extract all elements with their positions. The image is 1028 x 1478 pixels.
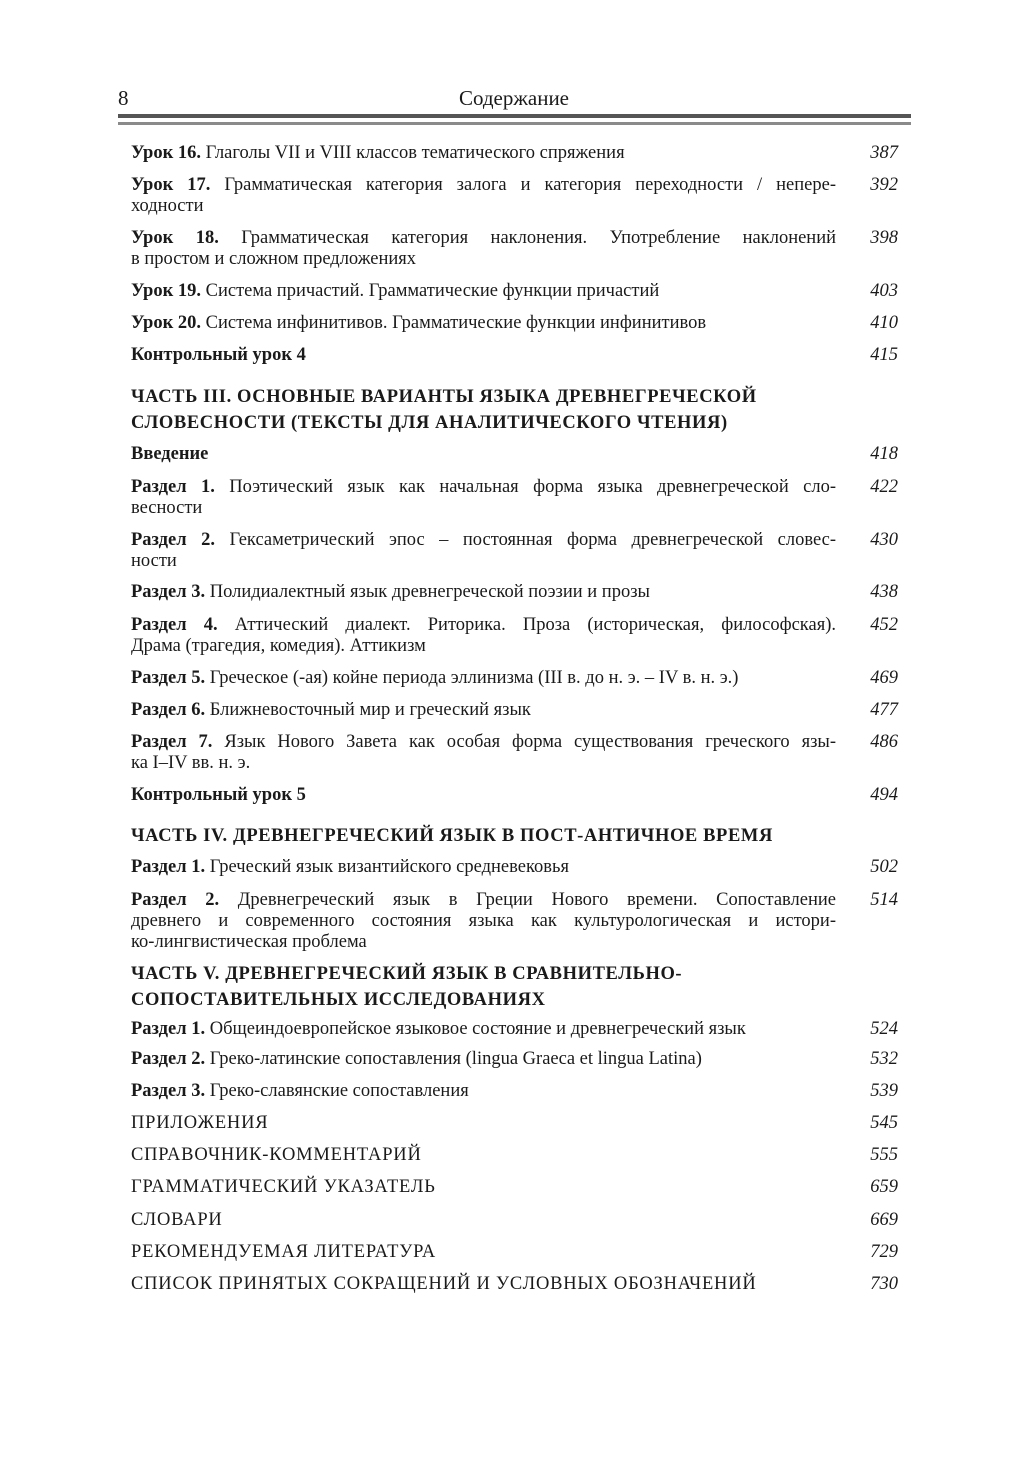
toc-page-number: 730 — [870, 1274, 898, 1294]
toc-entry-line — [131, 1081, 836, 1102]
toc-entry-line — [131, 281, 836, 302]
toc-entry-lead: Введение — [131, 444, 209, 464]
part-heading — [131, 823, 836, 849]
toc-page-number: 659 — [870, 1177, 898, 1197]
toc-entry-text: Общеиндоевропейское языковое состояние и древнегреческий язык — [209, 1019, 746, 1039]
toc-entry-text: Греческий язык византийского средневековья — [209, 857, 569, 877]
toc-page-number: 669 — [870, 1210, 898, 1230]
toc-entry-text: Поэтический язык как начальная форма языка древнегреческой сло- — [229, 477, 836, 497]
toc-page-number: 502 — [870, 857, 898, 877]
toc-page-number: 452 — [870, 615, 898, 635]
toc-entry-text: Древнегреческий язык в Греции Нового времени. Сопоставление — [237, 890, 837, 910]
toc-entry-text: Драма (трагедия, комедия). Аттикизм — [131, 636, 426, 656]
toc-entry-line — [131, 444, 836, 465]
toc-entry-text: Греческое (-ая) койне периода эллинизма (III в. до н. э. – IV в. н. э.) — [209, 668, 739, 688]
toc-entry — [131, 1049, 836, 1070]
toc-page-number: 398 — [870, 228, 898, 248]
part-heading-line: ЧАСТЬ IV. ДРЕВНЕГРЕЧЕСКИЙ ЯЗЫК В ПОСТ-АНТИЧНОЕ ВРЕМЯ — [131, 826, 773, 846]
toc-entry-line — [131, 1019, 836, 1040]
appendix-title: ГРАММАТИЧЕСКИЙ УКАЗАТЕЛЬ — [131, 1177, 436, 1197]
toc-entry-line — [131, 582, 836, 603]
toc-entry — [131, 890, 836, 953]
toc-entry-lead: Раздел 4. — [131, 615, 218, 635]
toc-page-number: 545 — [870, 1113, 898, 1133]
toc-entry-lead: Урок 20. — [131, 313, 202, 333]
toc-page-number: 494 — [870, 785, 898, 805]
toc-page-number: 532 — [870, 1049, 898, 1069]
toc-entry-lead: Раздел 2. — [131, 1049, 206, 1069]
toc-page-number: 477 — [870, 700, 898, 720]
toc-entry-lead: Урок 17. — [131, 175, 211, 195]
toc-entry-text: ности — [131, 551, 177, 571]
appendix-title: ПРИЛОЖЕНИЯ — [131, 1113, 269, 1133]
part-heading-line: ЧАСТЬ V. ДРЕВНЕГРЕЧЕСКИЙ ЯЗЫК В СРАВНИТЕЛЬНО- — [131, 964, 683, 984]
toc-entry-line — [131, 175, 836, 196]
toc-entry-line — [131, 228, 836, 249]
toc-entry-text: Ближневосточный мир и греческий язык — [209, 700, 531, 720]
toc-page-number: 392 — [870, 175, 898, 195]
toc-entry-lead: Контрольный урок 5 — [131, 785, 306, 805]
toc-entry-text: древнего и современного состояния языка как культурологическая и истори- — [131, 911, 836, 931]
toc-entry — [131, 615, 836, 657]
toc-entry-line — [131, 700, 836, 721]
toc-page-number: 469 — [870, 668, 898, 688]
toc-entry-text: Язык Нового Завета как особая форма существования греческого язы- — [224, 732, 837, 752]
toc-entry-text: Аттический диалект. Риторика. Проза (историческая, философская). — [234, 615, 836, 635]
toc-entry — [131, 857, 836, 878]
appendix-title: СЛОВАРИ — [131, 1210, 223, 1230]
toc-entry — [131, 732, 836, 774]
toc-entry-text: ходности — [131, 196, 204, 216]
toc-entry-line — [131, 785, 836, 806]
toc-entry — [131, 143, 836, 164]
part-heading-line: ЧАСТЬ III. ОСНОВНЫЕ ВАРИАНТЫ ЯЗЫКА ДРЕВНЕГРЕЧЕСКОЙ — [131, 387, 757, 407]
toc-entry-text: ко-лингвистическая проблема — [131, 932, 367, 952]
toc-entry-lead: Раздел 6. — [131, 700, 206, 720]
toc-entry-line — [131, 636, 836, 657]
toc-entry-lead: Раздел 5. — [131, 668, 206, 688]
toc-page-number: 422 — [870, 477, 898, 497]
toc-entry-lead: Раздел 2. — [131, 530, 215, 550]
toc-entry-lead: Раздел 2. — [131, 890, 220, 910]
toc-entry-line — [131, 753, 836, 774]
toc-entry-text: Греко-славянские сопоставления — [209, 1081, 469, 1101]
toc-entry-text: Глаголы VII и VIII классов тематического спряжения — [205, 143, 625, 163]
toc-page-number: 555 — [870, 1145, 898, 1165]
toc-entry-text: ка I–IV вв. н. э. — [131, 753, 251, 773]
toc-entry-line — [131, 857, 836, 878]
toc-entry-lead: Урок 16. — [131, 143, 202, 163]
toc-entry-text: в простом и сложном предложениях — [131, 249, 417, 269]
toc-entry — [131, 1081, 836, 1102]
toc-page-number: 729 — [870, 1242, 898, 1262]
toc-entry — [131, 228, 836, 270]
toc-entry — [131, 345, 836, 366]
toc-entry-text: Система инфинитивов. Грамматические функции инфинитивов — [205, 313, 707, 333]
toc-entry-line — [131, 911, 836, 932]
toc-page-number: 486 — [870, 732, 898, 752]
toc-entry-line — [131, 498, 836, 519]
toc-entry-line — [131, 530, 836, 551]
page-number: 8 — [118, 86, 129, 110]
part-heading-line: СЛОВЕСНОСТИ (ТЕКСТЫ ДЛЯ АНАЛИТИЧЕСКОГО ЧТЕНИЯ) — [131, 413, 728, 433]
toc-entry-line — [131, 345, 836, 366]
toc-entry — [131, 1019, 836, 1040]
toc-entry-lead: Раздел 1. — [131, 1019, 206, 1039]
toc-entry-line — [131, 1049, 836, 1070]
toc-entry-lead: Раздел 1. — [131, 857, 206, 877]
part-heading — [131, 384, 836, 436]
toc-entry — [131, 530, 836, 572]
header-rule-thin — [118, 122, 911, 125]
toc-entry — [131, 313, 836, 334]
toc-page-number: 415 — [870, 345, 898, 365]
toc-page-number: 514 — [870, 890, 898, 910]
toc-entry-line — [131, 732, 836, 753]
header-rule-thick — [118, 114, 911, 118]
appendix-title: РЕКОМЕНДУЕМАЯ ЛИТЕРАТУРА — [131, 1242, 437, 1262]
toc-page-number: 539 — [870, 1081, 898, 1101]
appendix-title: СПИСОК ПРИНЯТЫХ СОКРАЩЕНИЙ И УСЛОВНЫХ ОБОЗНАЧЕНИЙ — [131, 1274, 757, 1294]
toc-entry-lead: Урок 19. — [131, 281, 202, 301]
toc-entry-lead: Раздел 3. — [131, 582, 206, 602]
toc-page-number: 430 — [870, 530, 898, 550]
toc-entry-lead: Раздел 7. — [131, 732, 213, 752]
toc-entry — [131, 668, 836, 689]
toc-entry — [131, 785, 836, 806]
toc-entry — [131, 175, 836, 217]
toc-entry-text: весности — [131, 498, 203, 518]
part-heading-line: СОПОСТАВИТЕЛЬНЫХ ИССЛЕДОВАНИЯХ — [131, 990, 546, 1010]
toc-entry-text: Гексаметрический эпос – постоянная форма древнегреческой словес- — [229, 530, 836, 550]
toc-page-number: 387 — [870, 143, 898, 163]
toc-entry — [131, 700, 836, 721]
toc-page-number: 410 — [870, 313, 898, 333]
toc-page-number: 403 — [870, 281, 898, 301]
part-heading — [131, 961, 836, 1013]
toc-entry-text: Греко-латинские сопоставления (lingua Graeca et lingua Latina) — [209, 1049, 702, 1069]
toc-entry — [131, 444, 836, 465]
toc-page-number: 438 — [870, 582, 898, 602]
toc-entry-text: Система причастий. Грамматические функции причастий — [205, 281, 660, 301]
toc-entry-text: Грамматическая категория наклонения. Употребление наклонений — [241, 228, 837, 248]
toc-entry-text: Полидиалектный язык древнегреческой поэзии и прозы — [209, 582, 650, 602]
toc-entry-line — [131, 143, 836, 164]
toc-entry — [131, 582, 836, 603]
toc-entry-lead: Контрольный урок 4 — [131, 345, 306, 365]
toc-entry-line — [131, 890, 836, 911]
toc-entry-line — [131, 313, 836, 334]
toc-entry-line — [131, 551, 836, 572]
toc-entry-lead: Урок 18. — [131, 228, 219, 248]
toc-entry — [131, 477, 836, 519]
toc-entry — [131, 281, 836, 302]
toc-page-number: 524 — [870, 1019, 898, 1039]
toc-entry-lead: Раздел 3. — [131, 1081, 206, 1101]
toc-entry-line — [131, 668, 836, 689]
toc-entry-line — [131, 249, 836, 270]
toc-entry-line — [131, 477, 836, 498]
toc-entry-lead: Раздел 1. — [131, 477, 215, 497]
toc-page-number: 418 — [870, 444, 898, 464]
appendix-title: СПРАВОЧНИК-КОММЕНТАРИЙ — [131, 1145, 422, 1165]
running-title: Содержание — [458, 86, 570, 110]
toc-entry-line — [131, 615, 836, 636]
toc-entry-line — [131, 932, 836, 953]
toc-entry-line — [131, 196, 836, 217]
toc-entry-text: Грамматическая категория залога и категория переходности / непере- — [224, 175, 836, 195]
